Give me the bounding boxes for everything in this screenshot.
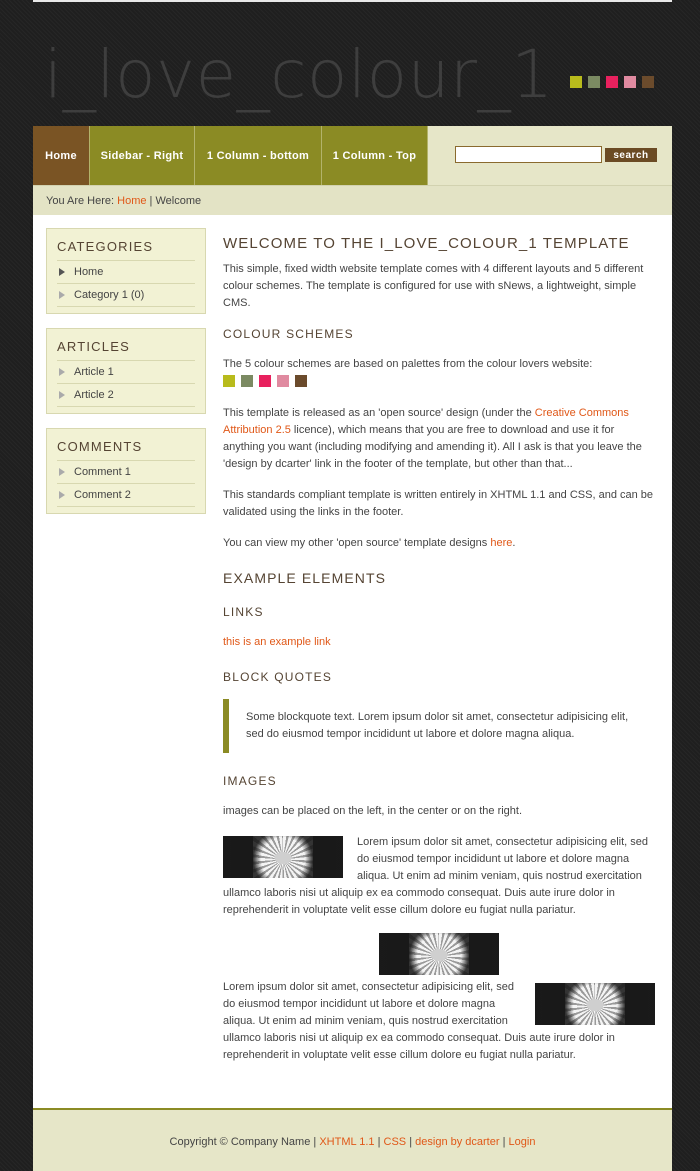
breadcrumb-home-link[interactable]: Home <box>117 195 147 207</box>
lorem-paragraph-2: Lorem ipsum dolor sit amet, consectetur adipisicing elit, sed do eiusmod tempor incididunt ut labore et dolore magna aliqua. Ut enim ad minim veniam, quis nostrud exercitation ullamco laboris nisi ut aliquip ex ea commodo consequat. Duis aute irure dolor in reprehenderit in voluptate velit esse cillum dolore eu fugiat nulla pariatur. <box>223 981 615 1061</box>
swatch-2[interactable] <box>588 76 600 88</box>
breadcrumb-prefix: You Are Here: <box>46 195 118 207</box>
comment-item[interactable]: Comment 2 <box>57 484 195 507</box>
page-title: WELCOME TO THE I_LOVE_COLOUR_1 TEMPLATE <box>223 235 630 252</box>
nav-item-1-column-bottom[interactable]: 1 Column - bottom <box>195 126 322 185</box>
creative-commons-link[interactable]: Creative Commons Attribution 2.5 <box>223 407 629 436</box>
breadcrumb <box>33 185 672 215</box>
swatch-inline-1 <box>223 375 235 387</box>
examples-heading: EXAMPLE ELEMENTS <box>223 570 387 586</box>
main-nav <box>33 126 672 185</box>
search-button[interactable]: search <box>605 148 657 162</box>
search-form <box>455 146 657 163</box>
breadcrumb-separator: | <box>146 195 156 207</box>
colour-schemes-text: The 5 colour schemes are based on palettes from the colour lovers website: <box>223 358 593 370</box>
swatch-inline-4 <box>277 375 289 387</box>
design-by-link[interactable]: design by dcarter <box>415 1136 500 1148</box>
footer: Copyright © Company Name | XHTML 1.1 | CSS | design by dcarter | Login <box>33 1108 672 1171</box>
flower-image-right <box>535 983 655 1025</box>
sidebar <box>46 228 206 528</box>
top-border <box>33 0 672 2</box>
block-quotes-heading: BLOCK QUOTES <box>223 670 333 684</box>
login-link[interactable]: Login <box>508 1136 536 1148</box>
nav-item-1-column-top[interactable]: 1 Column - Top <box>322 126 428 185</box>
colour-scheme-switcher <box>570 76 654 88</box>
standards-text: This standards compliant template is written entirely in XHTML 1.1 and CSS, and can be validated using the links in the footer. <box>223 489 654 518</box>
category-item[interactable]: Home <box>57 261 195 284</box>
category-item[interactable]: Category 1 (0) <box>57 284 195 307</box>
inline-swatches <box>223 375 655 387</box>
swatch-5[interactable] <box>642 76 654 88</box>
content-area <box>33 215 672 1110</box>
image-right-block <box>223 979 655 1064</box>
images-heading: IMAGES <box>223 774 277 788</box>
article-item[interactable]: Article 1 <box>57 361 195 384</box>
categories-box <box>46 228 206 314</box>
lorem-paragraph-1: Lorem ipsum dolor sit amet, consectetur adipisicing elit, sed do eiusmod tempor incididunt ut labore et dolore magna aliqua. Ut enim ad minim veniam, quis nostrud exercitation ullamco laboris nisi ut aliquip ex ea commodo consequat. Duis aute irure dolor in reprehenderit in voluptate velit esse cillum dolore eu fugiat nulla pariatur. <box>223 836 649 916</box>
swatch-inline-2 <box>241 375 253 387</box>
links-heading: LINKS <box>223 605 264 619</box>
article-item[interactable]: Article 2 <box>57 384 195 407</box>
comment-item[interactable]: Comment 1 <box>57 461 195 484</box>
css-link[interactable]: CSS <box>383 1136 407 1148</box>
image-left-block <box>223 834 655 919</box>
blockquote: Some blockquote text. Lorem ipsum dolor sit amet, consectetur adipisicing elit, sed do eiusmod tempor incididunt ut labore et dolore magna aliqua. <box>223 699 655 753</box>
main-content <box>223 235 655 1078</box>
other-designs-link[interactable]: here <box>490 537 513 549</box>
flower-image-center <box>379 933 499 975</box>
site-logo[interactable]: i_love_colour_1 <box>44 36 554 113</box>
nav-item-home[interactable]: Home <box>33 126 90 185</box>
breadcrumb-current: Welcome <box>155 195 202 207</box>
comments-title: COMMENTS <box>57 439 195 461</box>
nav-item-sidebar-right[interactable]: Sidebar - Right <box>90 126 195 185</box>
flower-image-left <box>223 836 343 878</box>
articles-box <box>46 328 206 414</box>
swatch-3[interactable] <box>606 76 618 88</box>
copyright-text: Copyright © Company Name <box>169 1136 311 1148</box>
articles-title: ARTICLES <box>57 339 195 361</box>
search-input[interactable] <box>455 146 602 163</box>
swatch-inline-3 <box>259 375 271 387</box>
license-text: This template is released as an 'open source' design (under the Creative Commons Attribution 2.5 licence), which means that you are free to download and use it for anything you want (including modifying and amending it). All I ask is that you leave the 'design by dcarter' link in the footer of the template, but other than that... <box>223 407 642 470</box>
example-link[interactable]: this is an example link <box>223 636 331 648</box>
categories-title: CATEGORIES <box>57 239 195 261</box>
intro-text: This simple, fixed width website template comes with 4 different layouts and 5 different colour schemes. The template is configured for use with sNews, a lightweight, simple CMS. <box>223 263 644 309</box>
swatch-inline-5 <box>295 375 307 387</box>
images-text: images can be placed on the left, in the center or on the right. <box>223 805 523 817</box>
other-designs-text: You can view my other 'open source' template designs here. <box>223 537 516 549</box>
swatch-4[interactable] <box>624 76 636 88</box>
colour-schemes-heading: COLOUR SCHEMES <box>223 327 354 341</box>
comments-box <box>46 428 206 514</box>
swatch-1[interactable] <box>570 76 582 88</box>
xhtml-link[interactable]: XHTML 1.1 <box>319 1136 375 1148</box>
